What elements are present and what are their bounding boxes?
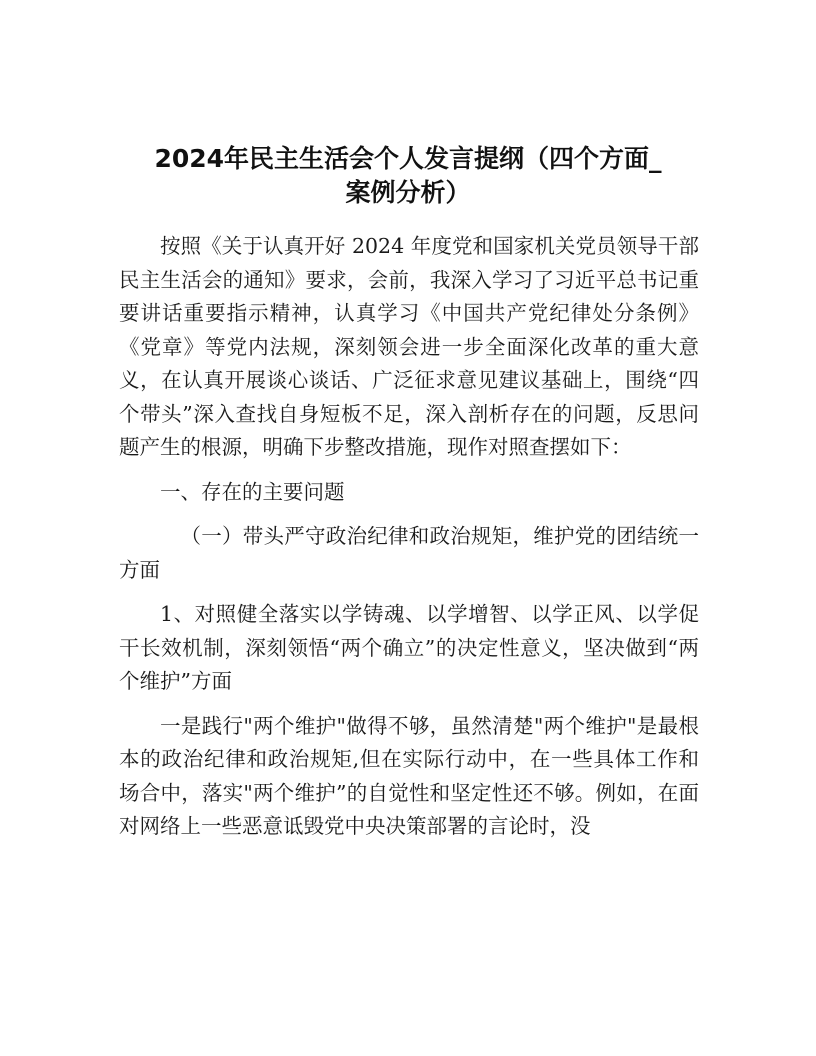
body-paragraph-1: 一是践行"两个维护"做得不够，虽然清楚"两个维护"是最根本的政治纪律和政治规矩,但在实际行动中，在一些具体工作和场合中，落实"两个维护”的自觉性和坚定性还不够。例如，在面对网络上一些恶意诋毁党中央决策部署的言论时，没 bbox=[119, 713, 699, 838]
section-heading-problems: 一、存在的主要问题 bbox=[160, 479, 345, 504]
document-body bbox=[119, 230, 699, 844]
title-line-1: 2024年民主生活会个人发言提纲（四个方面_ bbox=[154, 144, 662, 173]
subsection-heading-1: （一）带头严守政治纪律和政治规矩，维护党的团结统一方面 bbox=[119, 524, 699, 582]
document-title bbox=[118, 142, 698, 210]
title-line-2: 案例分析） bbox=[345, 178, 471, 207]
item-heading-1: 1、对照健全落实以学铸魂、以学增智、以学正风、以学促干长效机制，深刻领悟“两个确立”的决定性意义，坚决做到“两个维护”方面 bbox=[119, 602, 699, 693]
intro-paragraph: 按照《关于认真开好 2024 年度党和国家机关党员领导干部民主生活会的通知》要求，会前，我深入学习了习近平总书记重要讲话重要指示精神，认真学习《中国共产党纪律处分条例》《党章》等党内法规，深刻领会进一步全面深化改革的重大意义，在认真开展谈心谈话、广泛征求意见建议基础上，围绕“四个带头”深入查找自身短板不足，深入剖析存在的问题，反思问题产生的根源，明确下步整改措施，现作对照查摆如下： bbox=[119, 234, 699, 459]
